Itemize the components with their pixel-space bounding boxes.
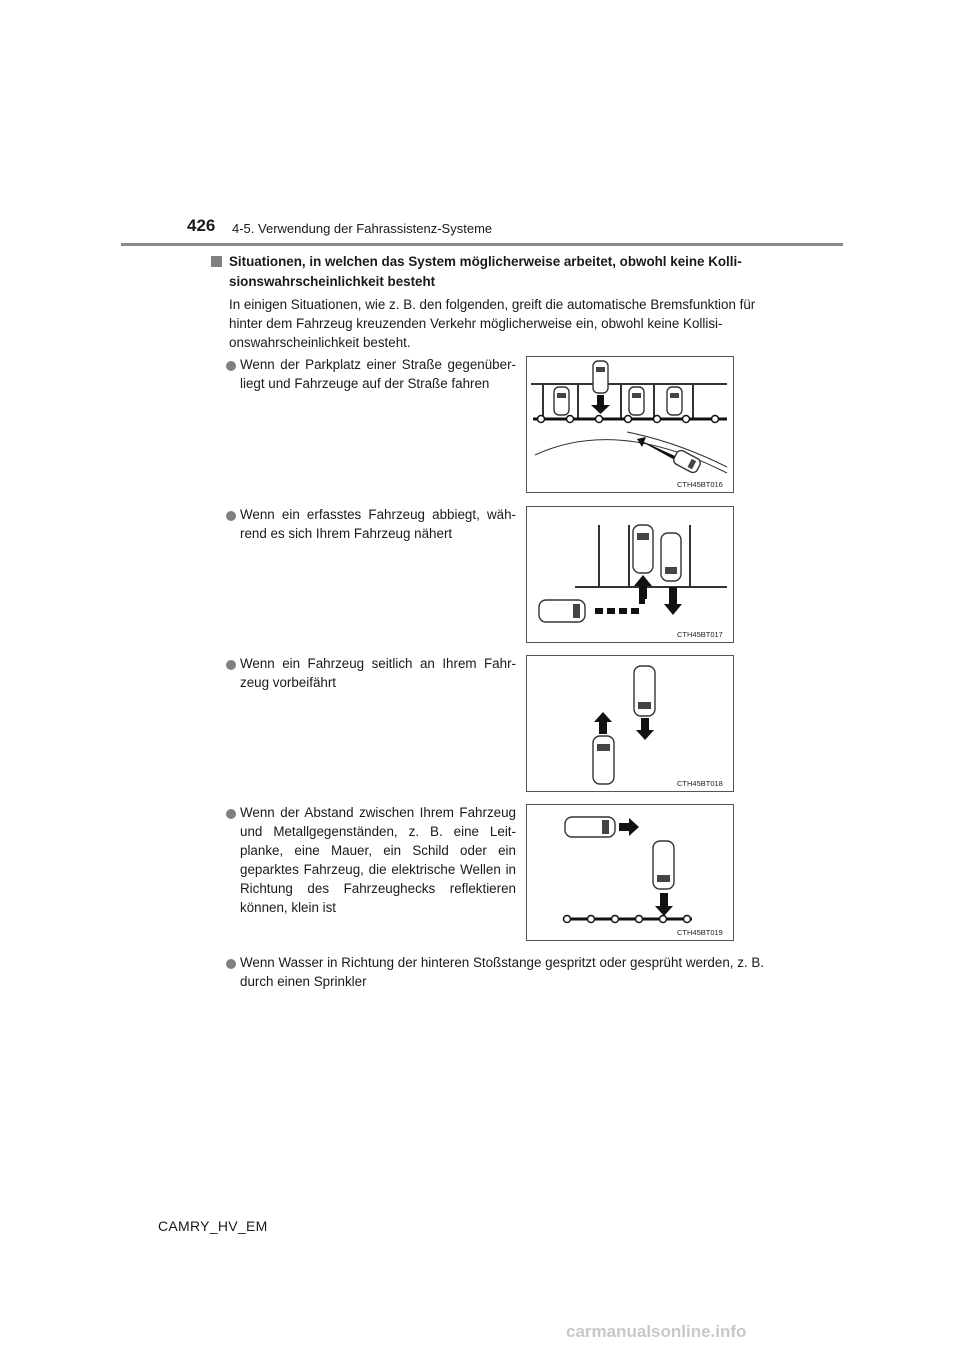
page-number: 426 — [187, 216, 216, 235]
bullet-text: Wenn Wasser in Richtung der hinteren Stoßstange gespritzt oder gesprüht werden, z. B. durch einen Sprinkler — [240, 955, 764, 989]
bullet-text: Wenn ein erfasstes Fahrzeug abbiegt, wäh-rend es sich Ihrem Fahrzeug nähert — [240, 507, 516, 541]
section-title: 4-5. Verwendung der Fahrassistenz-Systeme — [232, 221, 493, 236]
bullet-icon — [226, 809, 236, 819]
figure-code: CTH45BT017 — [677, 630, 723, 639]
footer-model-code: CAMRY_HV_EM — [158, 1218, 268, 1234]
figure-code: CTH45BT016 — [677, 480, 723, 489]
bullet-text: Wenn der Parkplatz einer Straße gegenüber-liegt und Fahrzeuge auf der Straße fahren — [240, 357, 516, 391]
section-heading: Situationen, in welchen das System möglicherweise arbeitet, obwohl keine Kolli-sionswahrscheinlichkeit besteht — [229, 254, 742, 289]
bullet-icon — [226, 361, 236, 371]
figure-metal-objects-close — [526, 804, 734, 941]
header-divider — [121, 243, 843, 246]
figure-code: CTH45BT018 — [677, 779, 723, 788]
figure-parking-opposite-road — [526, 356, 734, 493]
figure-code: CTH45BT019 — [677, 928, 723, 937]
figure-passing-vehicle — [526, 655, 734, 792]
bullet-text: Wenn der Abstand zwischen Ihrem Fahrzeug und Metallgegenständen, z. B. eine Leit-planke, eine Mauer, ein Schild oder ein geparktes Fahrzeug, die elektrische Wellen in Richtung des Fahrzeughecks reflektieren können, klein ist — [240, 805, 516, 915]
intro-paragraph: In einigen Situationen, wie z. B. den folgenden, greift die automatische Bremsfunktion für hinter dem Fahrzeug kreuzenden Verkehr möglicherweise ein, obwohl keine Kollisi-onswahrscheinlichkeit besteht. — [229, 297, 756, 350]
watermark: carmanualsonline.info — [566, 1322, 747, 1341]
square-bullet-icon — [211, 256, 222, 267]
bullet-icon — [226, 660, 236, 670]
bullet-icon — [226, 959, 236, 969]
figure-turning-vehicle — [526, 506, 734, 643]
bullet-icon — [226, 511, 236, 521]
bullet-text: Wenn ein Fahrzeug seitlich an Ihrem Fahr-zeug vorbeifährt — [240, 656, 516, 690]
